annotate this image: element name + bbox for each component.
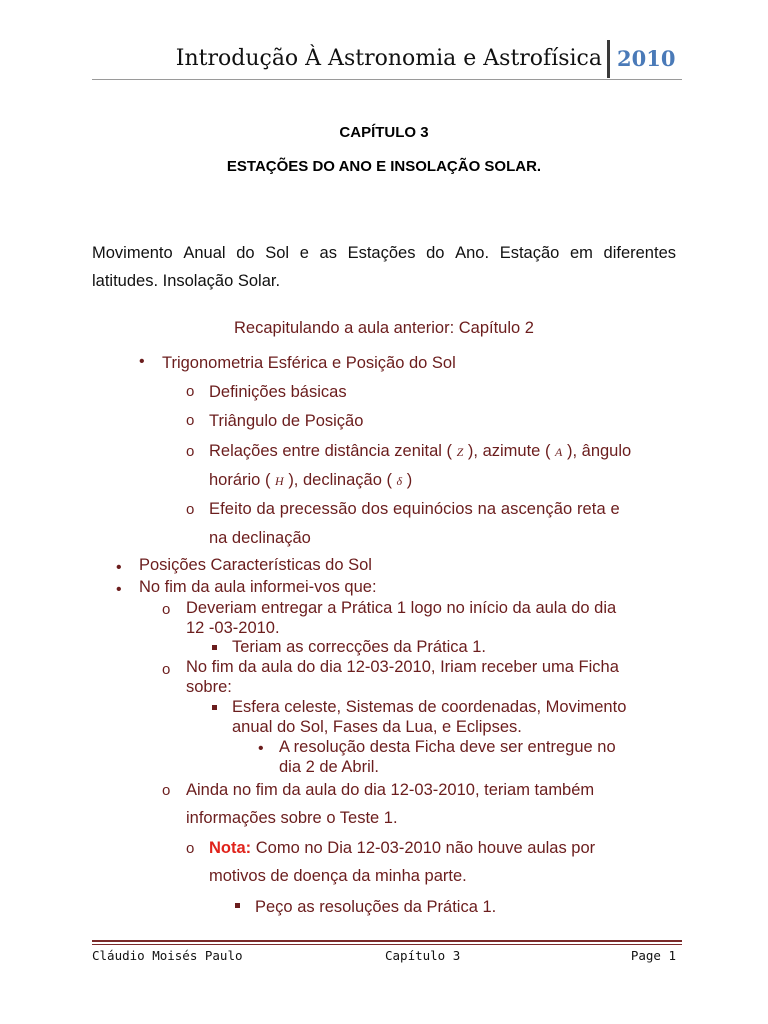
list-s3: Peço as resoluções da Prática 1. — [255, 898, 497, 916]
list-s2-line-1: Esfera celeste, Sistemas de coordenadas, Movimento — [232, 698, 627, 716]
list-o2-line-2: sobre: — [186, 678, 232, 696]
chapter-title: ESTAÇÕES DO ANO E INSOLAÇÃO SOLAR. — [226, 158, 542, 175]
list-o4-line-1: Nota: Como no Dia 12-03-2010 não houve aulas por — [209, 839, 596, 857]
square-bullet-icon — [212, 705, 217, 710]
recap-sub-3-line-1: Relações entre distância zenital ( Z ), azimute ( A ), ângulo — [209, 442, 632, 460]
bullet-icon: • — [258, 740, 264, 757]
circle-bullet-icon: o — [186, 501, 195, 518]
circle-bullet-icon: o — [186, 412, 195, 429]
bullet-icon: • — [116, 559, 122, 576]
intro-paragraph — [92, 239, 676, 295]
list-o1-line-2: 12 -03-2010. — [186, 619, 280, 637]
list-o4-line-2: motivos de doença da minha parte. — [209, 867, 467, 885]
square-bullet-icon — [235, 903, 240, 908]
header-rule — [92, 79, 682, 80]
square-bullet-icon — [212, 645, 217, 650]
nota-label: Nota: — [209, 839, 252, 857]
circle-bullet-icon: o — [186, 840, 195, 857]
footer-author: Cláudio Moisés Paulo — [92, 948, 243, 963]
circle-bullet-icon: o — [162, 661, 171, 678]
recap-sub-3-line-2: horário ( H ), declinação ( δ ) — [209, 471, 413, 489]
recap-sub-4-line-2: na declinação — [209, 529, 311, 547]
list-s2-line-2: anual do Sol, Fases da Lua, e Eclipses. — [232, 718, 522, 736]
footer-chapter: Capítulo 3 — [385, 948, 461, 963]
list-o3-line-2: informações sobre o Teste 1. — [186, 809, 398, 827]
header-title: Introdução À Astronomia e Astrofísica — [175, 46, 602, 71]
recap-item-1: Trigonometria Esférica e Posição do Sol — [162, 354, 456, 372]
header-year: 2010 — [617, 46, 676, 71]
list-item-2: No fim da aula informei-vos que: — [139, 578, 377, 596]
list-o1-line-1: Deveriam entregar a Prática 1 logo no início da aula do dia — [186, 599, 617, 617]
list-s1: Teriam as correcções da Prática 1. — [232, 638, 487, 656]
recap-sub-4-line-1: Efeito da precessão dos equinócios na ascenção reta e — [209, 500, 620, 518]
intro-line-2: latitudes. Insolação Solar. — [92, 272, 281, 290]
chapter-number: CAPÍTULO 3 — [339, 124, 429, 141]
list-item-1: Posições Características do Sol — [139, 556, 372, 574]
footer-rule-thin — [92, 944, 682, 945]
circle-bullet-icon: o — [186, 443, 195, 460]
header-separator — [607, 40, 610, 78]
bullet-icon: • — [116, 581, 122, 598]
recap-sub-1: Definições básicas — [209, 383, 347, 401]
footer-rule — [92, 940, 682, 942]
list-o3-line-1: Ainda no fim da aula do dia 12-03-2010, teriam também — [186, 781, 595, 799]
circle-bullet-icon: o — [186, 383, 195, 400]
circle-bullet-icon: o — [162, 601, 171, 618]
recap-heading: Recapitulando a aula anterior: Capítulo 2 — [234, 319, 534, 337]
footer-page-number: Page 1 — [630, 948, 676, 963]
list-o2-line-1: No fim da aula do dia 12-03-2010, Iriam receber uma Ficha — [186, 658, 619, 676]
recap-sub-2: Triângulo de Posição — [209, 412, 364, 430]
intro-line-1: Movimento Anual do Sol e as Estações do Ano. Estação em diferentes — [92, 244, 676, 262]
circle-bullet-icon: o — [162, 782, 171, 799]
list-d1-line-2: dia 2 de Abril. — [279, 758, 379, 776]
list-d1-line-1: A resolução desta Ficha deve ser entregue no — [279, 738, 616, 756]
bullet-icon: • — [139, 353, 145, 370]
